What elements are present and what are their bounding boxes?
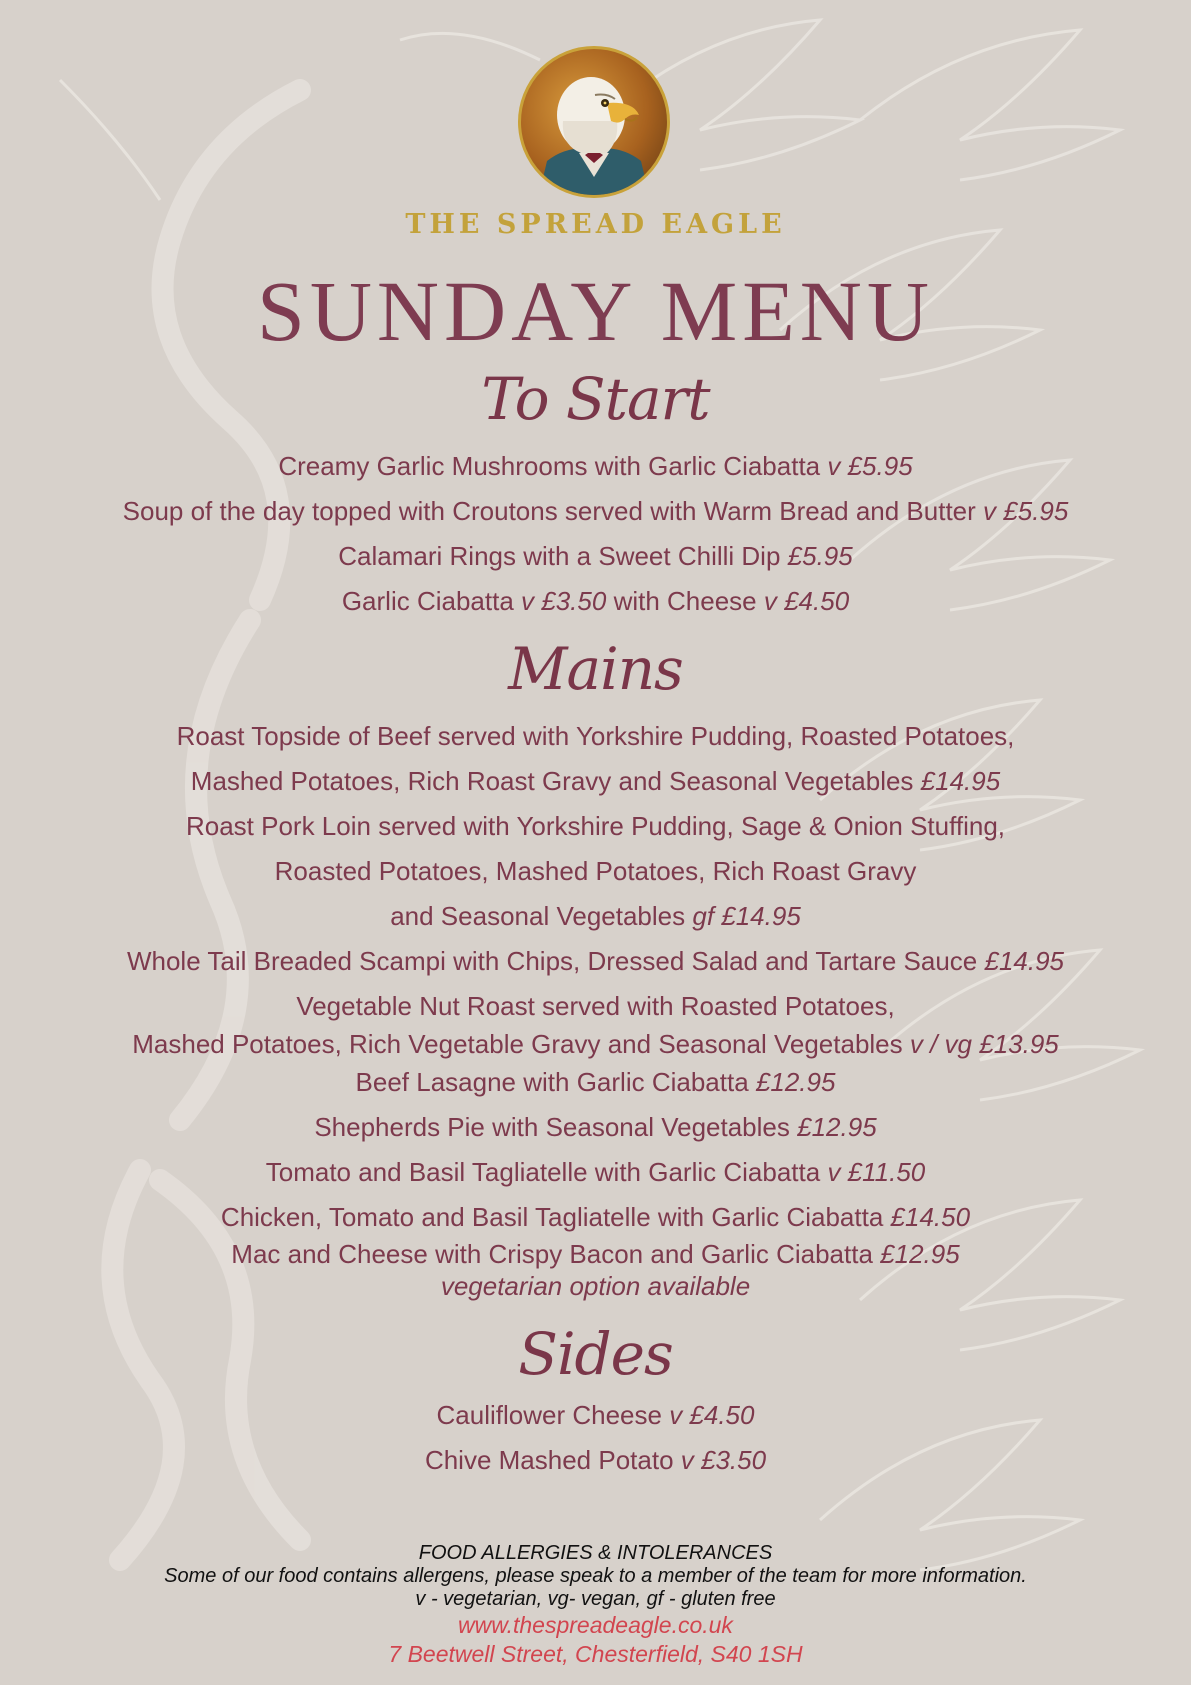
- menu-line: [0, 1031, 1191, 1057]
- menu-line: [0, 903, 1191, 929]
- menu-line: [0, 813, 1191, 839]
- item-price: £14.95: [920, 766, 1001, 796]
- item-price: v £3.50: [680, 1445, 767, 1475]
- menu-line: [0, 1114, 1191, 1140]
- website-link[interactable]: www.thespreadeagle.co.uk: [458, 1612, 733, 1638]
- item-name: Roast Pork Loin served with Yorkshire Pudding, Sage & Onion Stuffing,: [185, 811, 1005, 841]
- item-price: v £3.50: [521, 586, 607, 616]
- brand-name: THE SPREAD EAGLE: [405, 209, 786, 240]
- item-name: Creamy Garlic Mushrooms with Garlic Ciabatta: [278, 451, 821, 481]
- allergy-text: Some of our food contains allergens, please speak to a member of the team for more information.: [164, 1565, 1027, 1587]
- page-title: SUNDAY MENU: [257, 263, 934, 359]
- item-name: Tomato and Basil Tagliatelle with Garlic Ciabatta: [265, 1157, 821, 1187]
- item-price: v £11.50: [827, 1157, 926, 1187]
- item-price: v £4.50: [669, 1400, 755, 1430]
- item-price: £14.50: [890, 1202, 971, 1232]
- vegetarian-note: vegetarian option available: [440, 1271, 751, 1301]
- menu-line: [0, 993, 1191, 1019]
- menu-line: [0, 723, 1191, 749]
- item-price: £12.95: [755, 1067, 836, 1097]
- item-price: gf £14.95: [692, 901, 801, 931]
- item-name: Mashed Potatoes, Rich Vegetable Gravy and Seasonal Vegetables: [132, 1029, 903, 1059]
- item-price: £12.95: [797, 1112, 877, 1142]
- dietary-key: v - vegetarian, vg- vegan, gf - gluten free: [415, 1588, 776, 1610]
- item-name: Shepherds Pie with Seasonal Vegetables: [314, 1112, 790, 1142]
- item-name: Roast Topside of Beef served with Yorkshire Pudding, Roasted Potatoes,: [176, 721, 1015, 751]
- item-name: Cauliflower Cheese: [436, 1400, 662, 1430]
- item-name: Soup of the day topped with Croutons served with Warm Bread and Butter: [122, 496, 976, 526]
- menu-line: [0, 1159, 1191, 1185]
- item-name: Mac and Cheese with Crispy Bacon and Garlic Ciabatta: [231, 1239, 873, 1269]
- menu-item: [0, 1402, 1191, 1428]
- allergy-title: FOOD ALLERGIES & INTOLERANCES: [418, 1542, 773, 1564]
- item-price: v / vg £13.95: [909, 1029, 1059, 1059]
- menu-item: [0, 453, 1191, 479]
- item-price: v £5.95: [983, 496, 1069, 526]
- menu-line: [0, 1069, 1191, 1095]
- item-price: v £5.95: [827, 451, 913, 481]
- item-name: Roasted Potatoes, Mashed Potatoes, Rich Roast Gravy: [274, 856, 917, 886]
- item-name: Chicken, Tomato and Basil Tagliatelle with Garlic Ciabatta: [220, 1202, 884, 1232]
- eagle-in-suit-icon: [521, 49, 667, 195]
- menu-line: [0, 768, 1191, 794]
- item-price-extra: v £4.50: [763, 586, 850, 616]
- item-name: Garlic Ciabatta: [341, 586, 514, 616]
- menu-item: [0, 498, 1191, 524]
- item-name: Vegetable Nut Roast served with Roasted Potatoes,: [296, 991, 895, 1021]
- menu-item: [0, 588, 1191, 614]
- menu-line: [0, 1204, 1191, 1230]
- item-name: Chive Mashed Potato: [424, 1445, 674, 1475]
- item-name: and Seasonal Vegetables: [390, 901, 686, 931]
- item-price: £5.95: [787, 541, 853, 571]
- section-heading-mains: Mains: [508, 635, 683, 703]
- eagle-logo: [518, 46, 670, 198]
- item-price: £12.95: [880, 1239, 960, 1269]
- item-name-extra: with Cheese: [613, 586, 757, 616]
- menu-line: [0, 948, 1191, 974]
- menu-item: [0, 543, 1191, 569]
- address: 7 Beetwell Street, Chesterfield, S40 1SH: [388, 1641, 803, 1667]
- item-name: Calamari Rings with a Sweet Chilli Dip: [338, 541, 781, 571]
- item-name: Whole Tail Breaded Scampi with Chips, Dressed Salad and Tartare Sauce: [126, 946, 978, 976]
- item-name: Beef Lasagne with Garlic Ciabatta: [355, 1067, 749, 1097]
- section-heading-sides: Sides: [518, 1320, 673, 1388]
- item-name: Mashed Potatoes, Rich Roast Gravy and Seasonal Vegetables: [190, 766, 914, 796]
- item-price: £14.95: [984, 946, 1065, 976]
- menu-line: [0, 1241, 1191, 1267]
- menu-item: [0, 1447, 1191, 1473]
- menu-line: [0, 858, 1191, 884]
- section-heading-start: To Start: [481, 365, 710, 433]
